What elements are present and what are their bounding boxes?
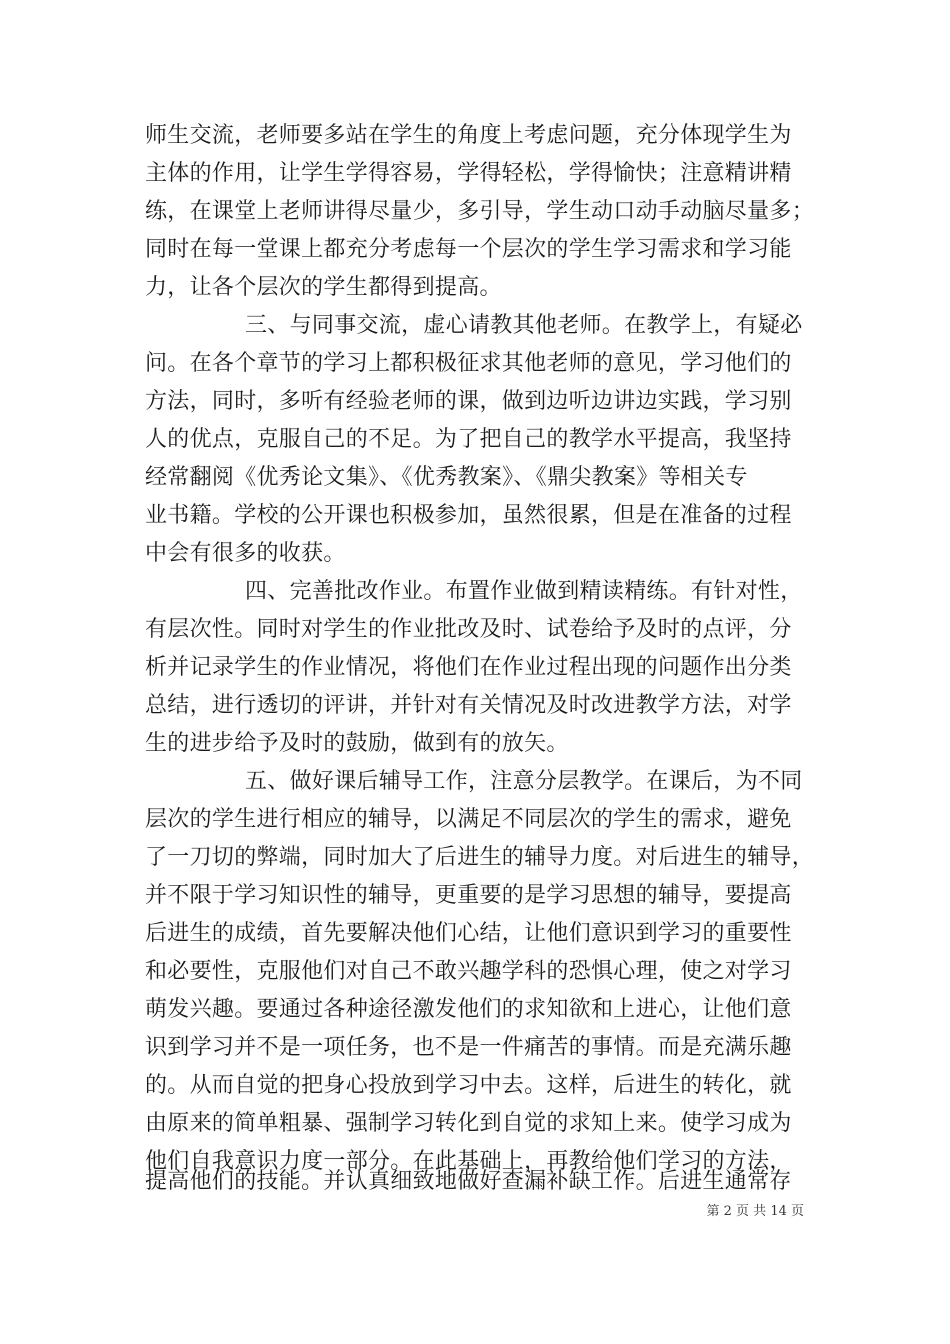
- text-line: 他们自我意识力度一部分。在此基础上，再教给他们学习的方法，: [145, 1149, 792, 1174]
- text-line: 析并记录学生的作业情况，将他们在作业过程出现的问题作出分类: [145, 655, 792, 680]
- text-line: 同时在每一堂课上都充分考虑每一个层次的学生学习需求和学习能: [145, 237, 792, 262]
- text-line: 主体的作用，让学生学得容易，学得轻松，学得愉快；注意精讲精: [145, 161, 792, 186]
- text-line: 的。从而自觉的把身心投放到学习中去。这样，后进生的转化，就: [145, 1073, 792, 1098]
- page-footer: 第 2 页 共 14 页: [706, 1204, 804, 1219]
- paragraph-4-first-line: 四、完善批改作业。布置作业做到精读精练。有针对性，: [245, 579, 803, 604]
- text-line: 和必要性，克服他们对自己不敢兴趣学科的恐惧心理，使之对学习: [145, 959, 792, 984]
- text-line: 并不限于学习知识性的辅导，更重要的是学习思想的辅导，要提高: [145, 883, 792, 908]
- text-line: 萌发兴趣。要通过各种途径激发他们的求知欲和上进心，让他们意: [145, 997, 792, 1022]
- text-line: 提高他们的技能。并认真细致地做好查漏补缺工作。后进生通常存: [145, 1169, 792, 1194]
- text-line: 了一刀切的弊端，同时加大了后进生的辅导力度。对后进生的辅导，: [145, 845, 815, 870]
- paragraph-3-first-line: 三、与同事交流，虚心请教其他老师。在教学上，有疑必: [245, 313, 803, 338]
- text-line: 生的进步给予及时的鼓励，做到有的放矢。: [145, 731, 569, 756]
- text-line: 人的优点，克服自己的不足。为了把自己的教学水平提高，我坚持: [145, 427, 792, 452]
- text-line: 师生交流，老师要多站在学生的角度上考虑问题，充分体现学生为: [145, 123, 792, 148]
- text-line: 由原来的简单粗暴、强制学习转化到自觉的求知上来。使学习成为: [145, 1111, 792, 1136]
- paragraph-5-first-line: 五、做好课后辅导工作，注意分层教学。在课后，为不同: [245, 769, 803, 794]
- text-line: 问。在各个章节的学习上都积极征求其他老师的意见，学习他们的: [145, 351, 792, 376]
- text-line: 有层次性。同时对学生的作业批改及时、试卷给予及时的点评，分: [145, 617, 792, 642]
- text-line: 力，让各个层次的学生都得到提高。: [145, 275, 502, 300]
- text-line: 经常翻阅《优秀论文集》、《优秀教案》、《鼎尖教案》等相关专: [145, 465, 748, 490]
- text-line: 识到学习并不是一项任务，也不是一件痛苦的事情。而是充满乐趣: [145, 1035, 792, 1060]
- text-line: 业书籍。学校的公开课也积极参加，虽然很累，但是在准备的过程: [145, 503, 792, 528]
- text-line: 总结，进行透切的评讲，并针对有关情况及时改进教学方法，对学: [145, 693, 792, 718]
- text-line: 后进生的成绩，首先要解决他们心结，让他们意识到学习的重要性: [145, 921, 792, 946]
- text-line: 方法，同时，多听有经验老师的课，做到边听边讲边实践，学习别: [145, 389, 792, 414]
- text-line: 层次的学生进行相应的辅导，以满足不同层次的学生的需求，避免: [145, 807, 792, 832]
- text-line: 练，在课堂上老师讲得尽量少，多引导，学生动口动手动脑尽量多；: [145, 199, 815, 224]
- text-line: 中会有很多的收获。: [145, 541, 346, 566]
